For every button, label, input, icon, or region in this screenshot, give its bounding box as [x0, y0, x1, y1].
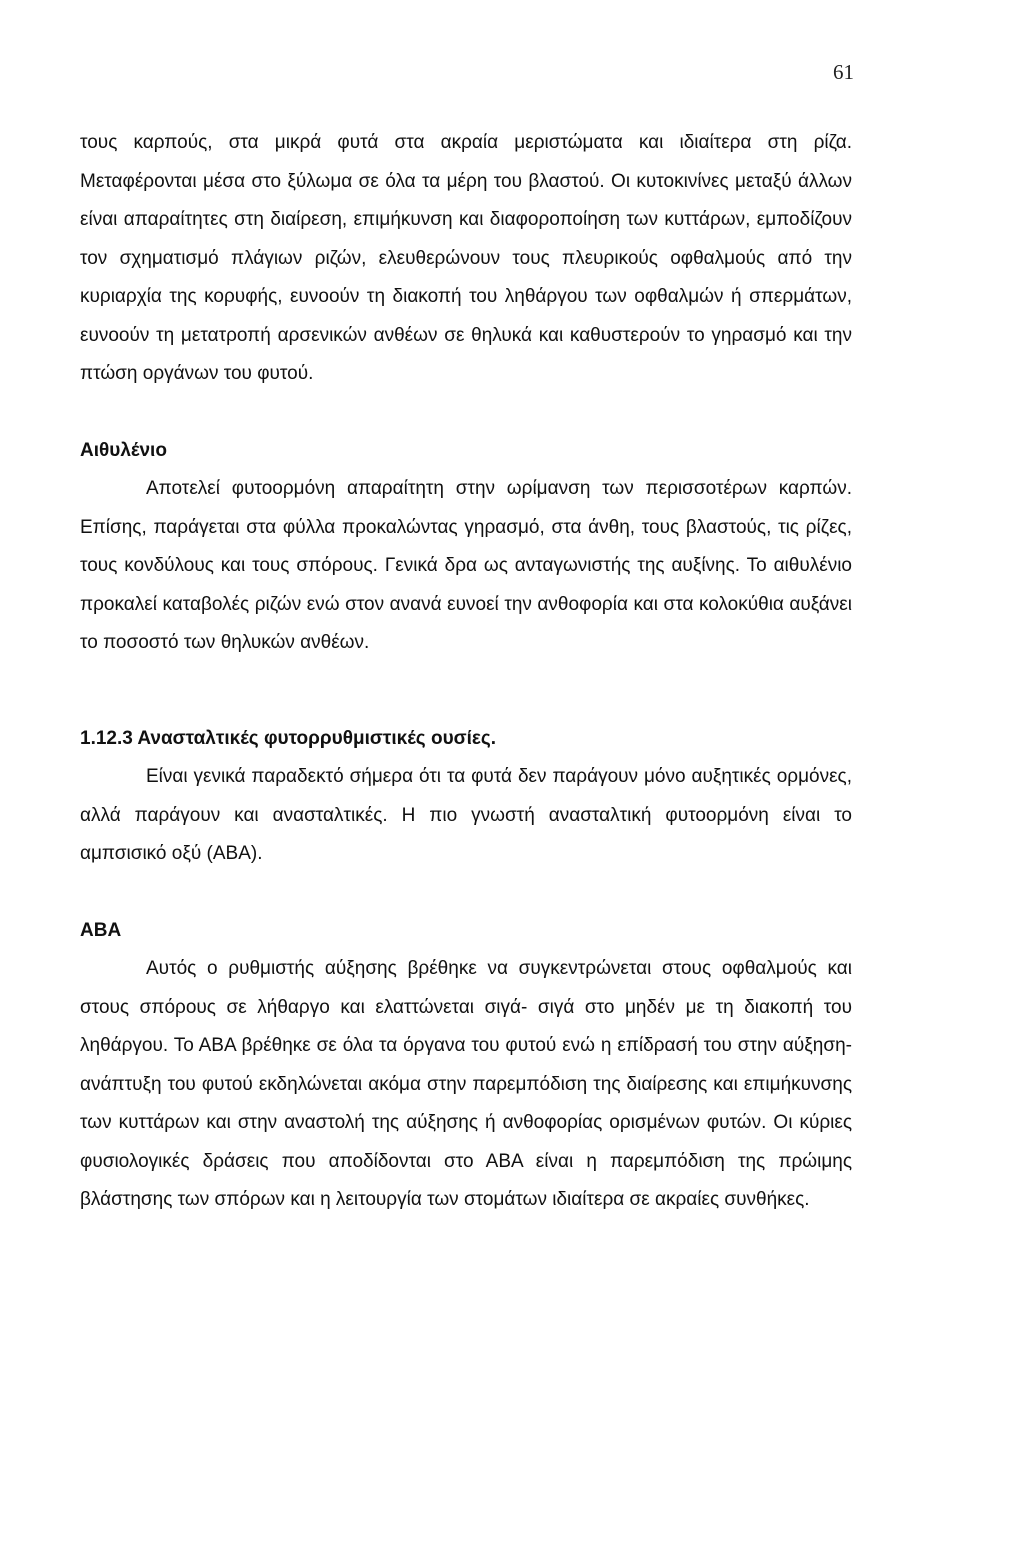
page-number: 61	[833, 60, 854, 84]
section-heading: 1.12.3 Ανασταλτικές φυτορρυθμιστικές ουσίες.	[80, 727, 497, 749]
section-paragraph: Είναι γενικά παραδεκτό σήμερα ότι τα φυτά δεν παράγουν μόνο αυξητικές ορμόνες, αλλά παράγουν και ανασταλτικές. Η πιο γνωστή ανασταλτική φυτοορμόνη είναι το αμπσισικό οξύ (ΑΒΑ).	[80, 766, 852, 864]
spacer	[80, 874, 852, 912]
page-content	[80, 124, 852, 1220]
spacer	[80, 663, 852, 720]
spacer	[80, 394, 852, 432]
ethylene-heading: Αιθυλένιο	[80, 439, 167, 461]
ethylene-paragraph: Αποτελεί φυτοορμόνη απαραίτητη στην ωρίμανση των περισσοτέρων καρπών. Επίσης, παράγεται στα φύλλα προκαλώντας γηρασμό, στα άνθη, τους βλαστούς, τις ρίζες, τους κονδύλους και τους σπόρους. Γενικά δρα ως ανταγωνιστής της αυξίνης. Το αιθυλένιο προκαλεί καταβολές ριζών ενώ στον ανανά ευνοεί την ανθοφορία και στα κολοκύθια αυξάνει το ποσοστό των θηλυκών ανθέων.	[80, 478, 852, 653]
aba-paragraph: Αυτός ο ρυθμιστής αύξησης βρέθηκε να συγκεντρώνεται στους οφθαλμούς και στους σπόρους σε λήθαργο και ελαττώνεται σιγά- σιγά στο μηδέν με τη διακοπή του ληθάργου. Το ΑΒΑ βρέθηκε σε όλα τα όργανα του φυτού ενώ η επίδρασή του στην αύξηση- ανάπτυξη του φυτού εκδηλώνεται ακόμα στην παρεμπόδιση της διαίρεσης και επιμήκυνσης των κυττάρων και στην αναστολή της αύξησης ή ανθοφορίας ορισμένων φυτών. Οι κύριες φυσιολογικές δράσεις που αποδίδονται στο ΑΒΑ είναι η παρεμπόδιση της πρώιμης βλάστησης των σπόρων και η λειτουργία των στομάτων ιδιαίτερα σε ακραίες συνθήκες.	[80, 958, 852, 1210]
intro-paragraph: τους καρπούς, στα μικρά φυτά στα ακραία μεριστώματα και ιδιαίτερα στη ρίζα. Μεταφέρονται μέσα στο ξύλωμα σε όλα τα μέρη του βλαστού. Οι κυτοκινίνες μεταξύ άλλων είναι απαραίτητες στη διαίρεση, επιμήκυνση και διαφοροποίηση των κυττάρων, εμποδίζουν τον σχηματισμό πλάγιων ριζών, ελευθερώνουν τους πλευρικούς οφθαλμούς από την κυριαρχία της κορυφής, ευνοούν τη διακοπή του ληθάργου των οφθαλμών ή σπερμάτων, ευνοούν τη μετατροπή αρσενικών ανθέων σε θηλυκά και καθυστερούν το γηρασμό και την πτώση οργάνων του φυτού.	[80, 132, 852, 384]
aba-heading: ΑΒΑ	[80, 919, 122, 941]
